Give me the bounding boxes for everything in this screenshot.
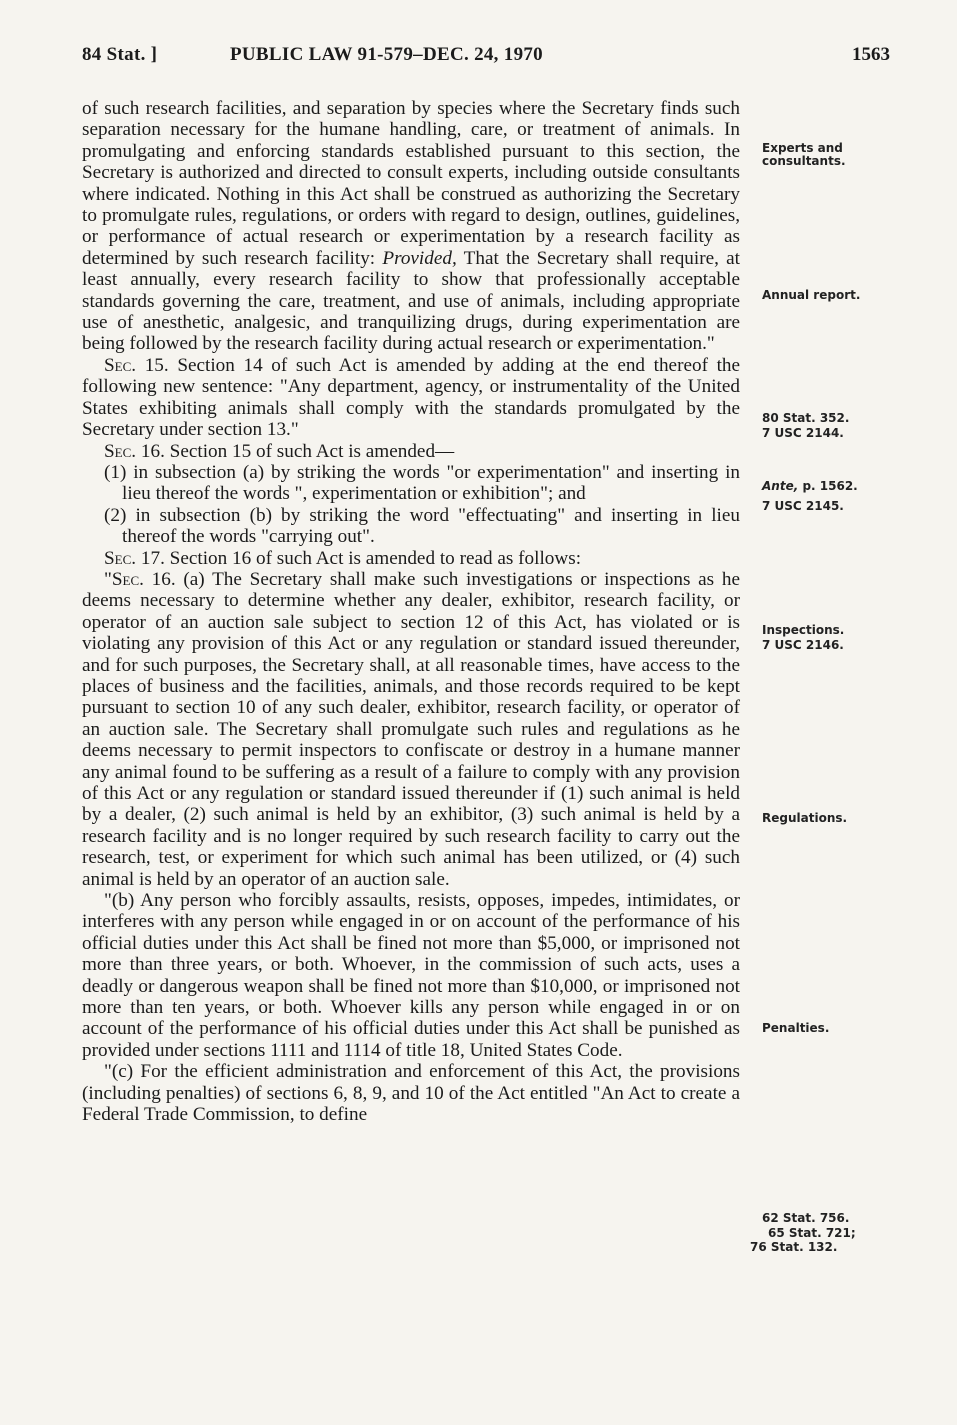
list-item: (2) in subsection (b) by striking the word "effectuating" and inserting in lieu thereof the words "carrying out".: [104, 504, 740, 548]
section-16: Sec. 16. Section 15 of such Act is amended—: [104, 440, 455, 462]
margin-note-regulations: Regulations.: [762, 811, 848, 825]
section-label: "Sec. 16.: [104, 568, 176, 590]
section-label: Sec. 16.: [104, 440, 165, 462]
margin-note-citation: 7 USC 2144.: [762, 426, 844, 440]
margin-note-annual-report: Annual report.: [762, 288, 861, 302]
page-header: [82, 44, 890, 74]
statute-volume: 84 Stat. ]: [82, 44, 158, 65]
margin-note-citation: 7 USC 2146.: [762, 638, 844, 652]
main-text: [82, 98, 740, 1126]
subsection-b: "(b) Any person who forcibly assaults, resists, opposes, impedes, intimidates, or interferes with any person while engaged in or on account of the performance of his official duties under this Act shall be fined not more than $5,000, or imprisoned not more than three years, or both. Whoever, in the commission of such acts, uses a deadly or dangerous weapon shall be fined not more than $10,000, or imprisoned not more than ten years, or both. Whoever kills any person while engaged in or on account of the performance of his official duties under this Act shall be punished as provided under sections 1111 and 1114 of title 18, United States Code.: [82, 890, 740, 1061]
margin-note-ante: Ante, p. 1562.: [762, 479, 858, 493]
section-17: Sec. 17. Section 16 of such Act is amended to read as follows:: [104, 547, 582, 569]
margin-note-inspections: Inspections.: [762, 623, 845, 637]
margin-note-penalties: Penalties.: [762, 1021, 830, 1035]
margin-note-citation: 65 Stat. 721;: [768, 1226, 856, 1240]
page-number: 1563: [852, 44, 890, 65]
margin-note-citation: 80 Stat. 352.: [762, 411, 850, 425]
margin-note-experts: Experts and consultants.: [762, 141, 846, 168]
margin-note-citation: 76 Stat. 132.: [750, 1240, 838, 1254]
public-law-title: PUBLIC LAW 91-579–DEC. 24, 1970: [230, 44, 543, 65]
section-label: Sec. 17.: [104, 547, 165, 569]
list-item: (1) in subsection (a) by striking the words "or experimentation" and inserting in lieu thereof the words ", experimentation or exhibition"; and: [104, 461, 740, 505]
section-label: Sec. 15.: [104, 354, 169, 376]
paragraph-continuation: of such research facilities, and separation by species where the Secretary finds such separation necessary for the humane handling, care, or treatment of animals. In promulgating and enforcing standards established pursuant to this section, the Secretary is authorized and directed to consult experts, including outside consultants where indicated. Nothing in this Act shall be construed as authorizing the Secretary to promulgate rules, regulations, or orders with regard to design, outlines, guidelines, or performance of actual research or experimentation by a research facility as determined by such research facility: Provided, That the Secretary shall require, at least annually, every research facility to show that professionally acceptable standards governing the care, treatment, and use of animals, including appropriate use of anesthetic, analgesic, and tranquilizing drugs, during experimentation are being followed by the research facility during actual research or experimentation.": [82, 98, 740, 355]
subsection-c: "(c) For the efficient administration and enforcement of this Act, the provisions (including penalties) of sections 6, 8, 9, and 10 of the Act entitled "An Act to create a Federal Trade Commission, to define: [82, 1061, 740, 1126]
new-section-16-a: "Sec. 16. (a) The Secretary shall make such investigations or inspections as he deems necessary to determine whether any dealer, exhibitor, research facility, or operator of an auction sale subject to section 12 of this Act, has violated or is violating any provision of this Act or any regulation or standard issued thereunder, and for such purposes, the Secretary shall, at all reasonable times, have access to the places of business and the facilities, animals, and those records required to be kept pursuant to section 10 of any such dealer, exhibitor, research facility, or operator of an auction sale. The Secretary shall promulgate such rules and regulations as he deems necessary to permit inspectors to confiscate or destroy in a humane manner any animal found to be suffering as a result of a failure to comply with any provision of this Act or any regulation or standard issued thereunder if (1) such animal is held by a dealer, (2) such animal is held by an exhibitor, (3) such animal is held by a research facility and is no longer required by such research facility to carry out the research, test, or experiment for which such animal has been utilized, or (4) such animal is held by an operator of an auction sale.: [82, 568, 740, 890]
margin-note-citation: 7 USC 2145.: [762, 499, 844, 513]
margin-note-citation: 62 Stat. 756.: [762, 1211, 850, 1225]
section-15: Sec. 15. Section 14 of such Act is amended by adding at the end thereof the following new sentence: "Any department, agency, or instrumentality of the United States exhibiting animals shall comply with the standards promulgated by the Secretary under section 13.": [82, 354, 741, 441]
provided-word: Provided,: [382, 247, 457, 269]
